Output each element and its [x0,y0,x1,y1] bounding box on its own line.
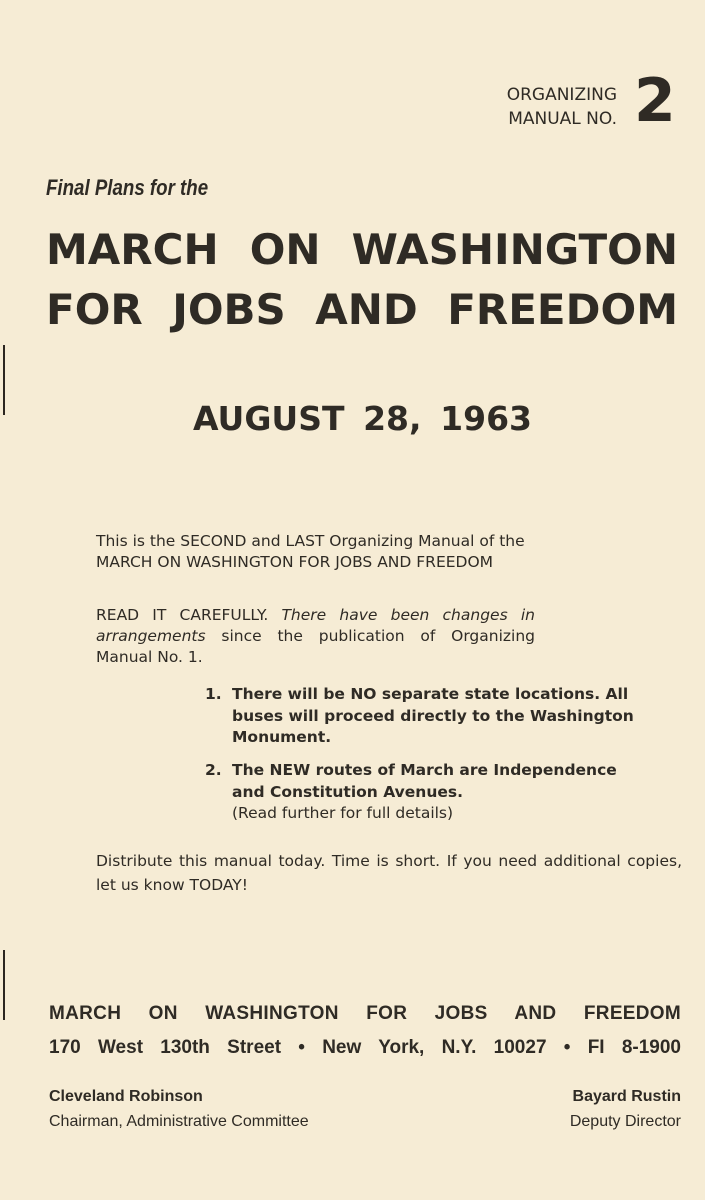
footer-address: 170 West 130th Street • New York, N.Y. 10027 • FI 8-1900 [49,1037,681,1058]
title-line-2: FOR JOBS AND FREEDOM [46,285,678,334]
intro-paragraph: This is the SECOND and LAST Organizing Manual of the MARCH ON WASHINGTON FOR JOBS AND FREEDOM [96,532,525,571]
event-date: AUGUST 28, 1963 [193,399,532,438]
change-number: 2. [205,761,222,779]
read-italic: There have been changes in arrangements [96,606,535,645]
title-line-1: MARCH ON WASHINGTON [46,225,678,274]
binding-mark [3,950,5,1020]
signatory-right [570,1084,681,1134]
manual-label-line1: ORGANIZING [506,85,617,105]
read-rest: since the publication of Organizing Manual No. 1. [96,627,535,666]
manual-label-line2: MANUAL NO. [508,109,617,129]
subtitle: Final Plans for the [46,175,209,200]
read-carefully-paragraph [96,605,535,668]
signatory-left [49,1084,309,1134]
manual-label [493,83,617,131]
distribute-paragraph: Distribute this manual today. Time is short. If you need additional copies, let us know TODAY! [96,852,682,894]
change-text: There will be NO separate state locations. All buses will proceed directly to the Washington Monument. [232,685,634,746]
binding-mark [3,345,5,415]
signatory-name: Cleveland Robinson [49,1088,203,1105]
signatory-title: Deputy Director [569,1113,681,1130]
change-item [205,760,635,825]
read-lead: READ IT CAREFULLY. [96,606,269,624]
footer-organization: MARCH ON WASHINGTON FOR JOBS AND FREEDOM [49,1003,681,1024]
signatory-title: Chairman, Administrative Committee [49,1113,309,1130]
change-text: The NEW routes of March are Independence and Constitution Avenues. [232,761,617,801]
signatory-name: Bayard Rustin [572,1088,681,1105]
change-item [205,684,635,749]
change-number: 1. [205,685,222,703]
manual-number: 2 [634,66,676,136]
change-note: (Read further for full details) [232,804,454,822]
